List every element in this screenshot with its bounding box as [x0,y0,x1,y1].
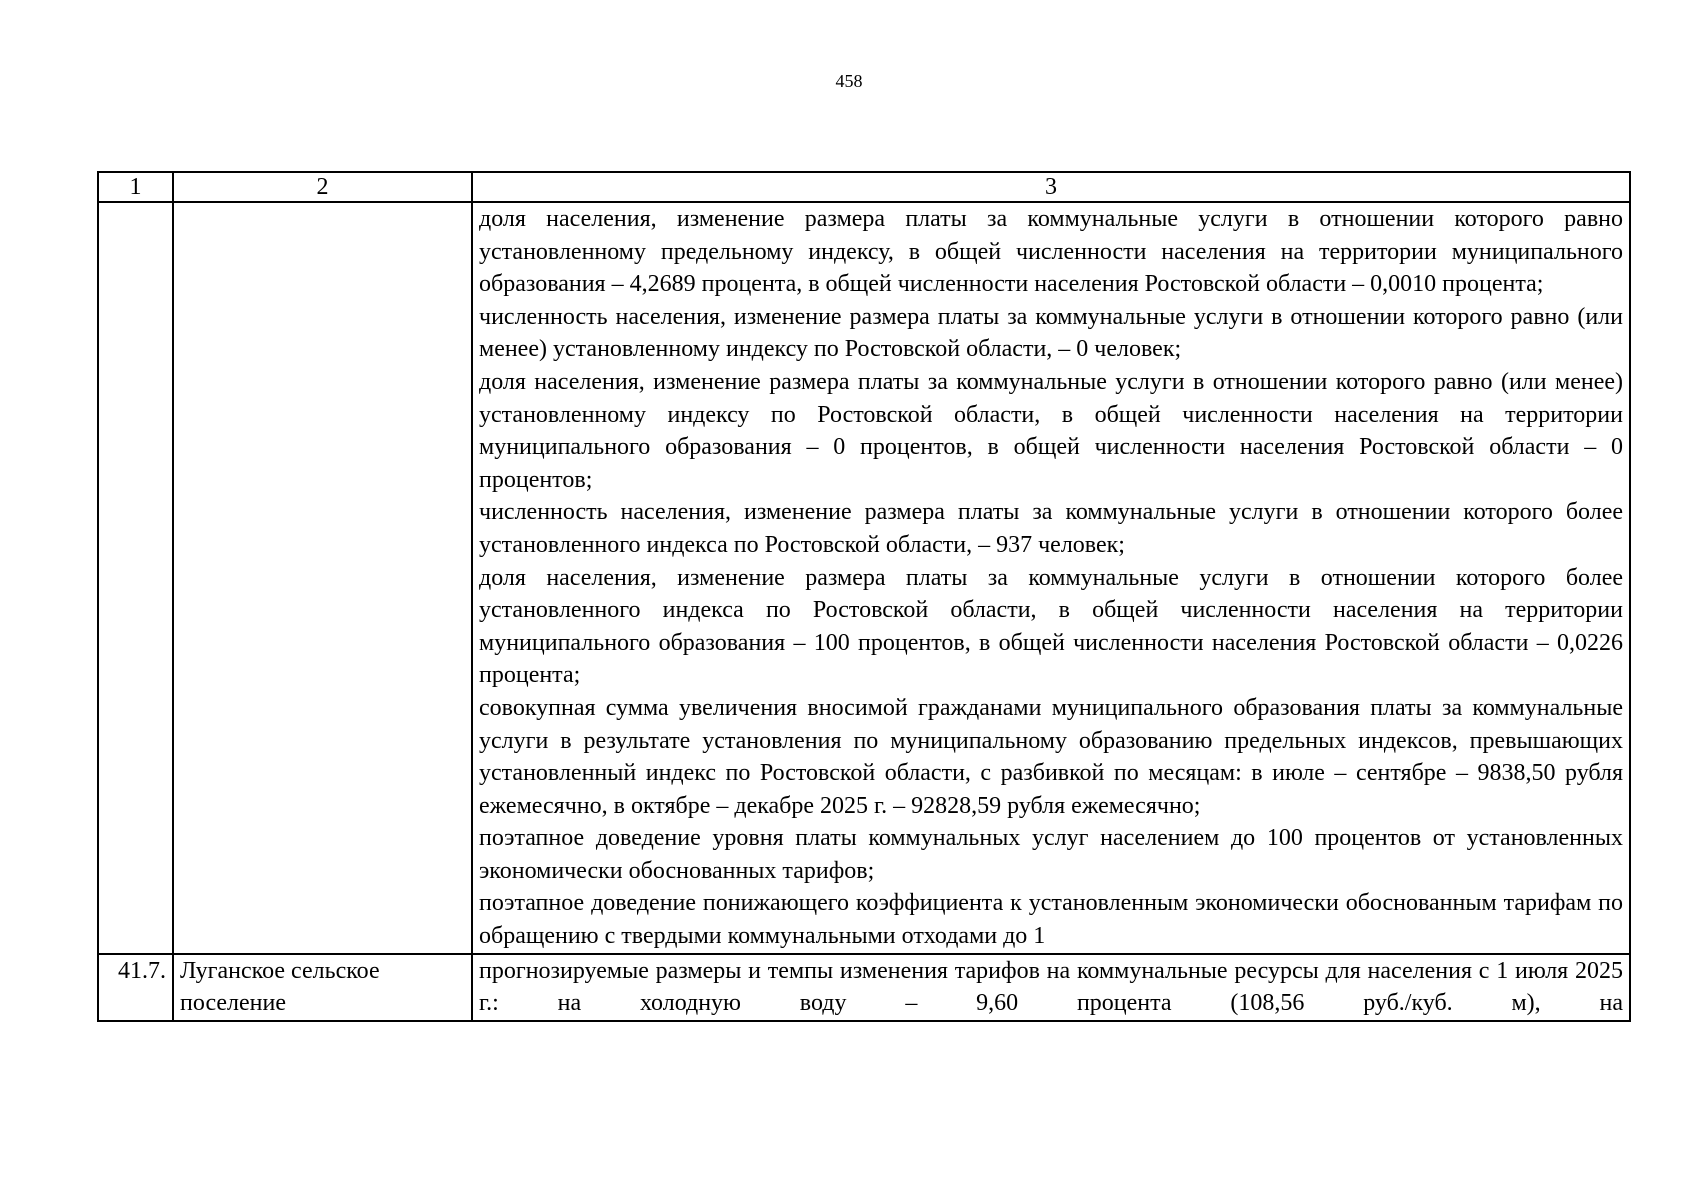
paragraph: доля населения, изменение размера платы за коммунальные услуги в отношении которого более установленного индекса по Ростовской области, в общей численности населения на территории муниципального образования – 100 процентов, в общей численности населения Ростовской области – 0,0226 процента; [479,564,1623,689]
page-number: 458 [835,71,863,91]
paragraph: доля населения, изменение размера платы за коммунальные услуги в отношении которого равно установленному предельному индексу, в общей численности населения на территории муниципального образования – 4,2689 процента, в общей численности населения Ростовской области – 0,0010 процента; [479,206,1623,298]
paragraph: численность населения, изменение размера платы за коммунальные услуги в отношении которого более установленного индекса по Ростовской области, – 937 человек; [479,499,1623,558]
row-description [472,954,1630,1021]
paragraph: численность населения, изменение размера платы за коммунальные услуги в отношении которого равно (или менее) установленному индексу по Ростовской области, – 0 человек; [479,303,1623,363]
paragraph: поэтапное доведение понижающего коэффициента к установленным экономически обоснованным тарифам по обращению с твердыми коммунальными отходами до 1 [479,890,1623,950]
paragraph: доля населения, изменение размера платы за коммунальные услуги в отношении которого равно (или менее) установленному индексу по Ростовской области, в общей численности населения на территории муниципального образования – 0 процентов, в общей численности населения Ростовской области – 0 процентов; [479,368,1623,493]
row-number: 41.7. [98,954,173,1021]
paragraph: поэтапное доведение уровня платы коммунальных услуг населением до 100 процентов от установленных экономически обоснованных тарифов; [479,825,1623,884]
column-header-2: 2 [173,172,472,202]
column-header-1: 1 [98,172,173,202]
table-header-row [98,172,1630,202]
municipality-name [173,202,472,954]
municipality-name: Луганское сельское поселение [173,954,472,1021]
column-header-3: 3 [472,172,1630,202]
paragraph: совокупная сумма увеличения вносимой гражданами муниципального образования платы за коммунальные услуги в результате установления по муниципальному образованию предельных индексов, превышающих установленный индекс по Ростовской области, с разбивкой по месяцам: в июле – сентябре – 9838,50 рубля ежемесячно, в октябре – декабре 2025 г. – 92828,59 рубля ежемесячно; [479,694,1623,819]
table-row [98,954,1630,1021]
row-description [472,202,1630,954]
row-number [98,202,173,954]
tariff-table [97,171,1631,1022]
table-row [98,202,1630,954]
paragraph: прогнозируемые размеры и темпы изменения тарифов на коммунальные ресурсы для населения с 1 июля 2025 г.: на холодную воду – 9,60 процента (108,56 руб./куб. м), на [479,957,1623,1017]
